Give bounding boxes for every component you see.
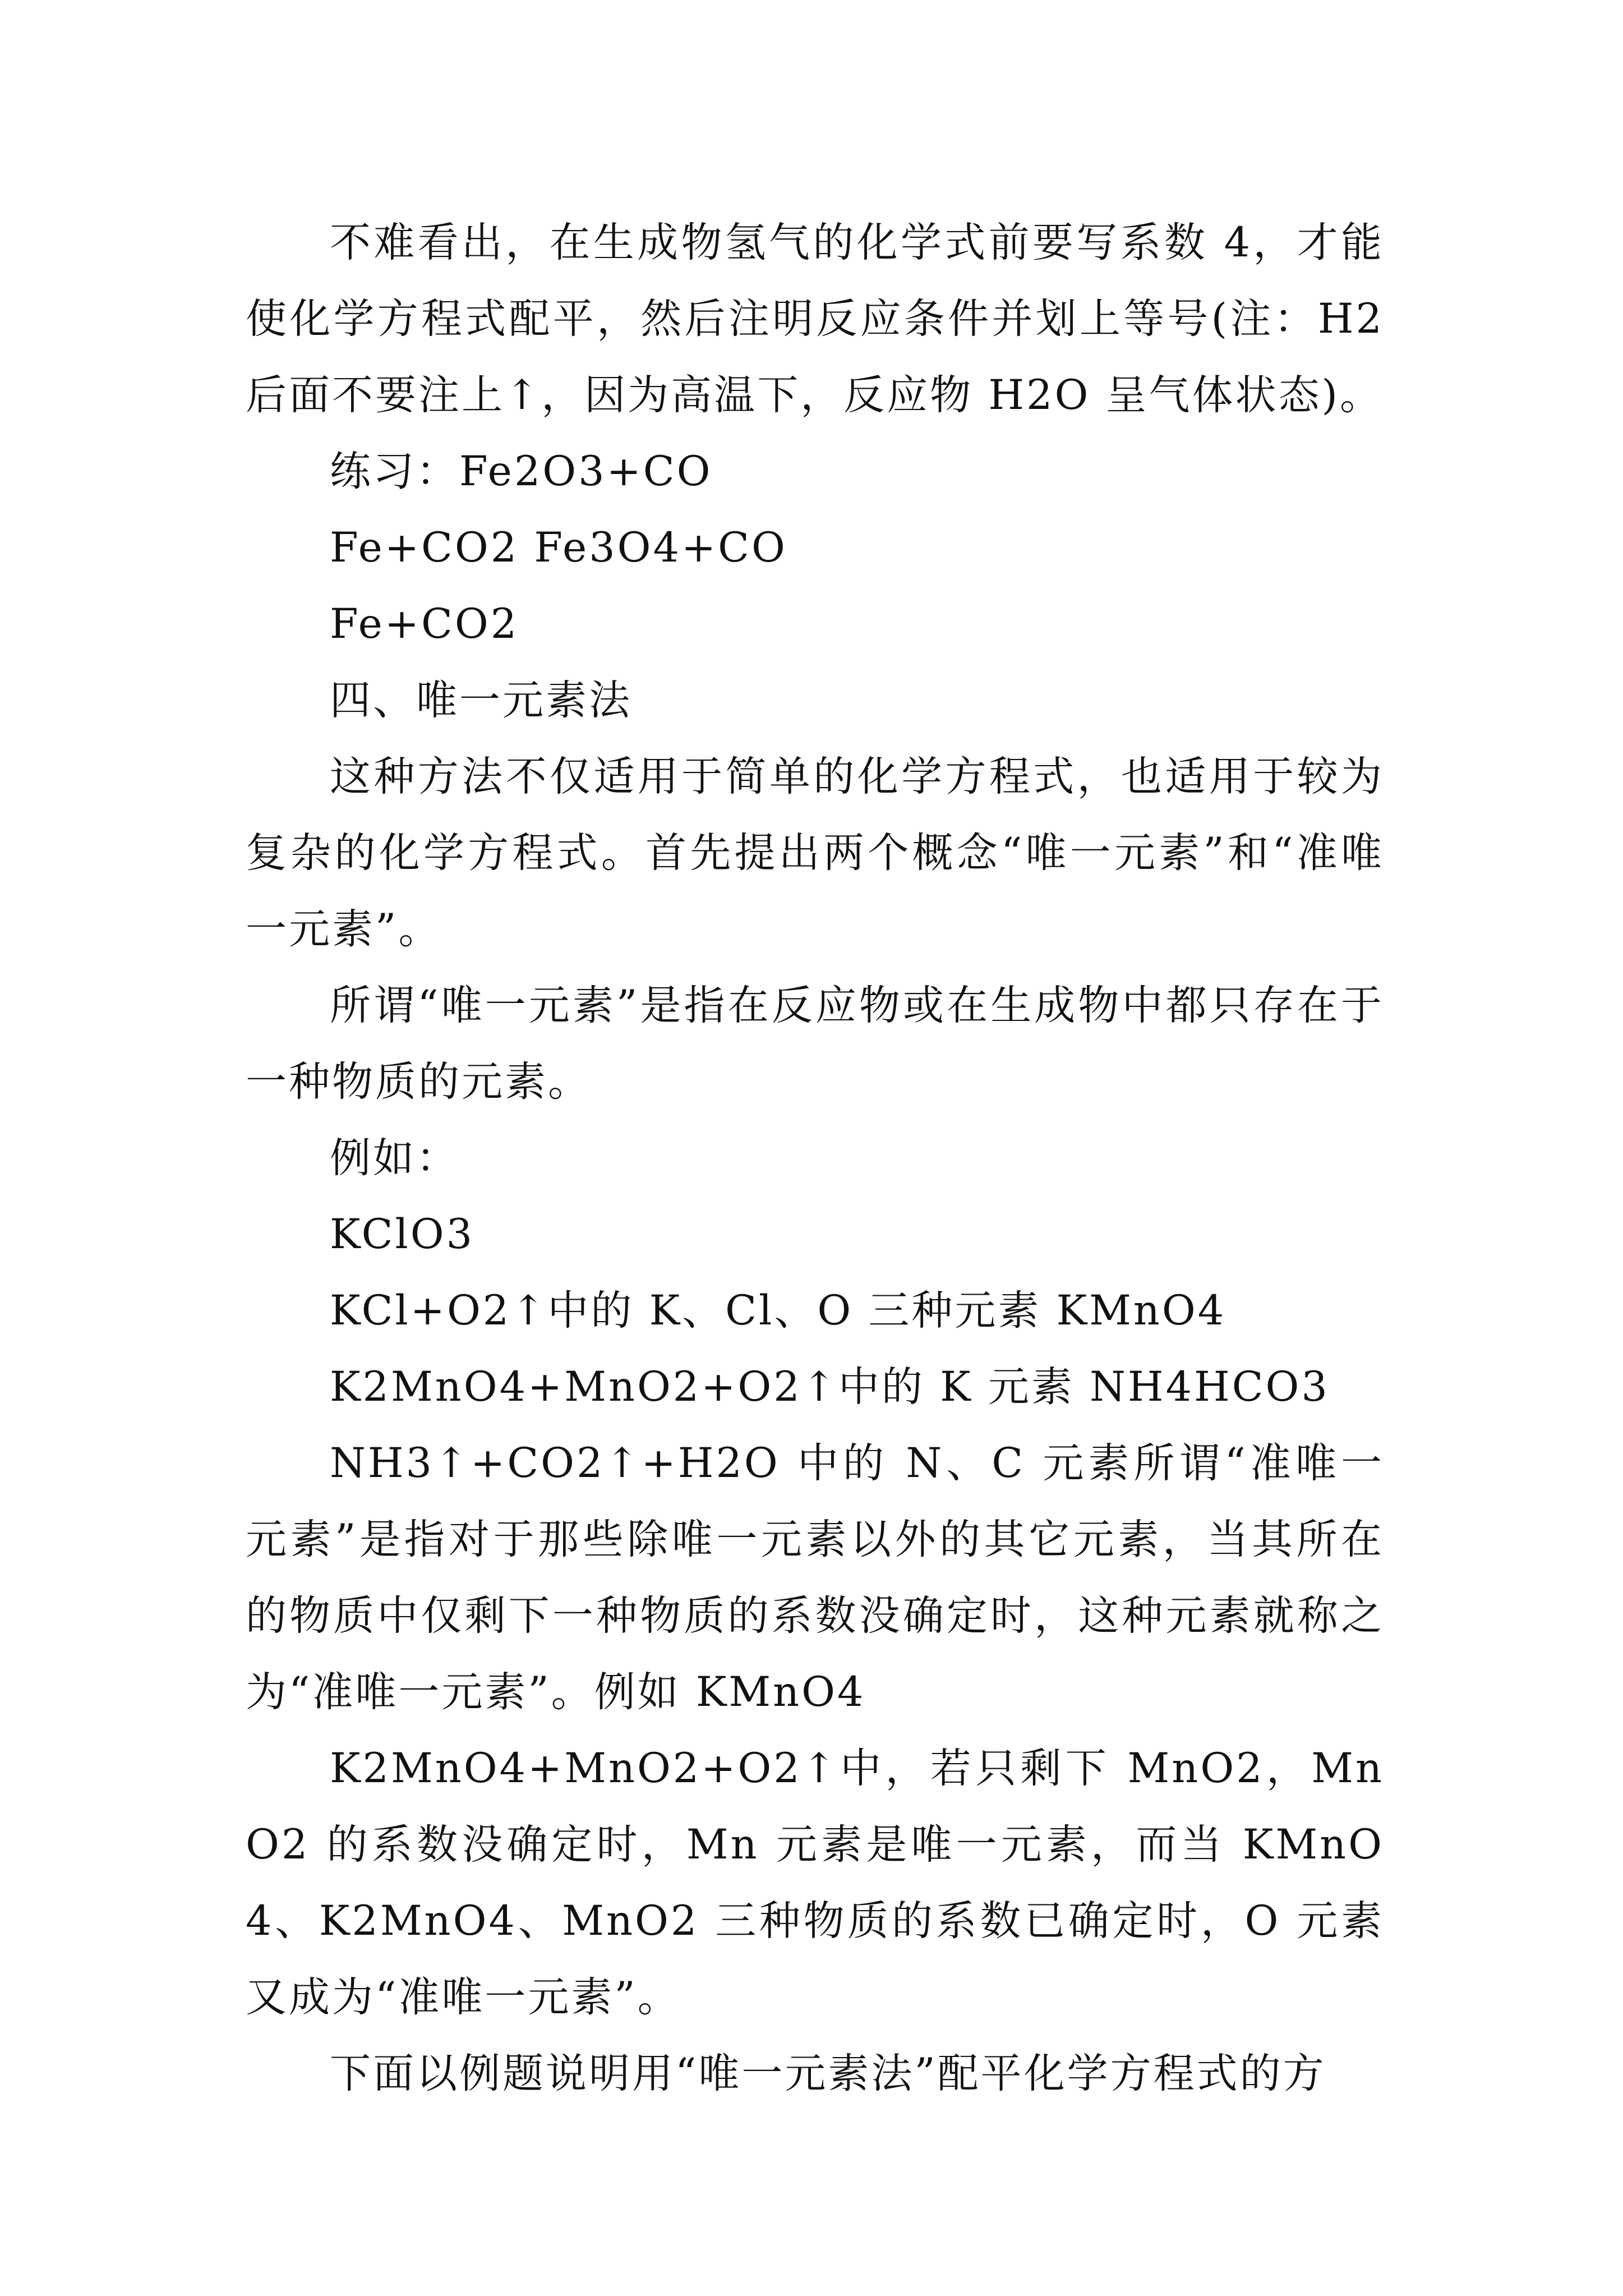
- paragraph-formula: KClO3: [330, 1211, 475, 1258]
- paragraph-example-label: 例如：: [330, 1134, 459, 1182]
- paragraph-formula: KCl+O2↑中的 K、Cl、O 三种元素 KMnO4: [330, 1287, 1227, 1335]
- section-heading: 四、唯一元素法: [330, 677, 632, 724]
- paragraph-formula: K2MnO4+MnO2+O2↑中的 K 元素 NH4HCO3: [330, 1363, 1330, 1411]
- paragraph-method-description: 这种方法不仅适用于简单的化学方程式，也适用于较为复杂的化学方程式。首先提出两个概念“唯一元素”和“准唯一元素”。: [246, 753, 1384, 953]
- paragraph-exercise: 练习：Fe2O3+CO: [330, 448, 713, 495]
- paragraph-intro: 不难看出，在生成物氢气的化学式前要写系数 4，才能使化学方程式配平，然后注明反应条件并划上等号(注：H2 后面不要注上↑，因为高温下，反应物 H2O 呈气体状态)。: [246, 219, 1384, 419]
- paragraph-continuation: 下面以例题说明用“唯一元素法”配平化学方程式的方: [330, 2050, 1326, 2097]
- paragraph-definition: 所谓“唯一元素”是指在反应物或在生成物中都只存在于一种物质的元素。: [246, 982, 1384, 1106]
- paragraph-equation-line: Fe+CO2 Fe3O4+CO: [330, 524, 787, 572]
- paragraph-quasi-unique-definition: NH3↑+CO2↑+H2O 中的 N、C 元素所谓“准唯一元素”是指对于那些除唯一元素以外的其它元素，当其所在的物质中仅剩下一种物质的系数没确定时，这种元素就称之为“准唯一元素”。例如 KMnO4: [246, 1439, 1384, 1716]
- document-body: [246, 205, 1384, 2112]
- paragraph-equation-line: Fe+CO2: [330, 600, 519, 648]
- paragraph-example-explanation: K2MnO4+MnO2+O2↑中，若只剩下 MnO2，MnO2 的系数没确定时，Mn 元素是唯一元素，而当 KMnO4、K2MnO4、MnO2 三种物质的系数已确定时，O 元素又成为“准唯一元素”。: [246, 1745, 1384, 2021]
